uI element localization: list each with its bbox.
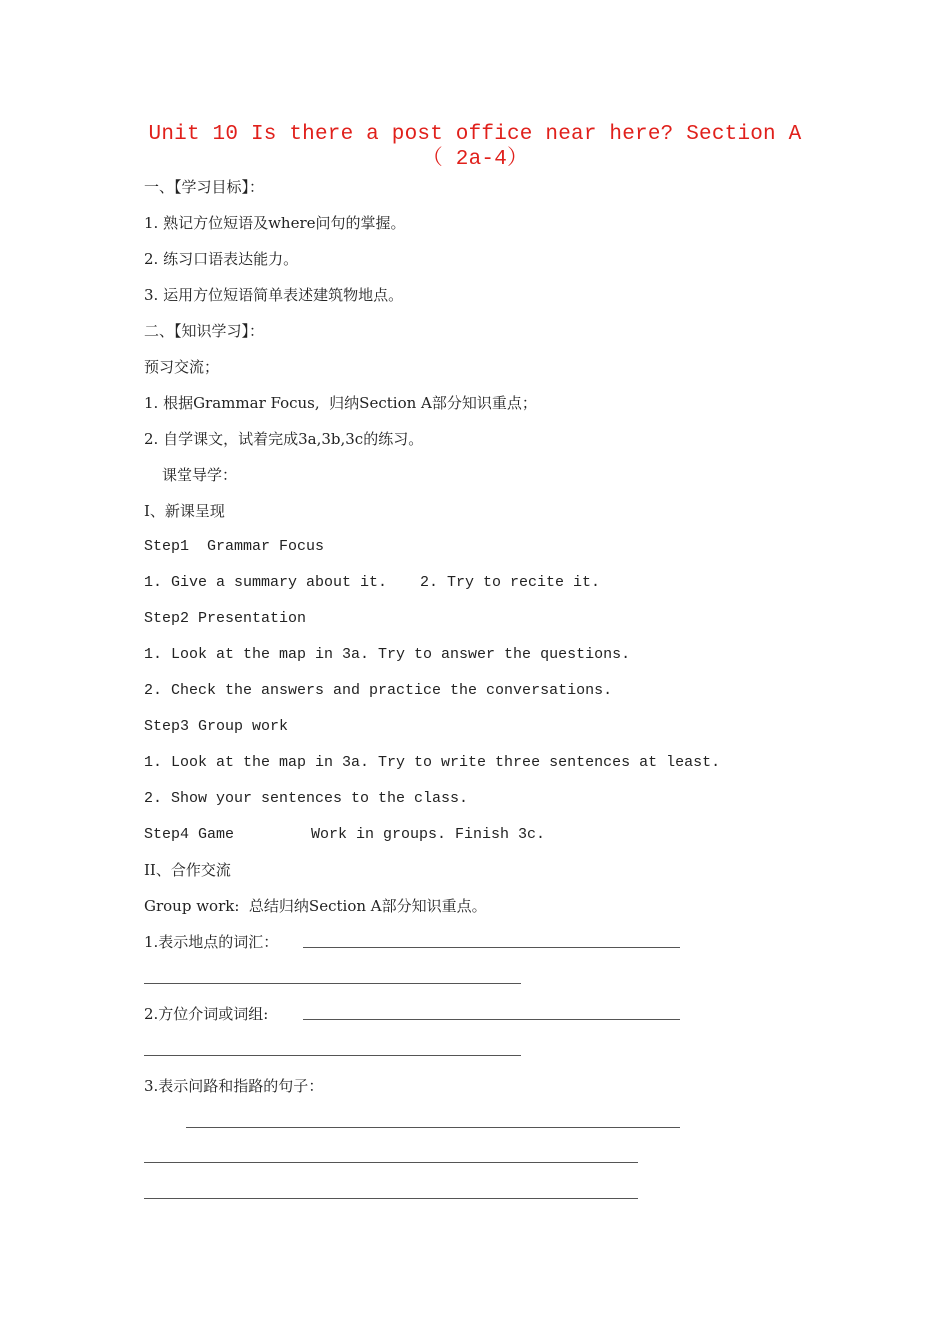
- goal-item: 3. 运用方位短语简单表述建筑物地点。: [144, 286, 404, 304]
- step1-task-b: 2. Try to recite it.: [420, 574, 601, 591]
- class-guide-heading: 课堂导学：: [162, 466, 238, 484]
- question-2-label: 2.方位介词或词组:: [144, 1005, 269, 1023]
- section-heading-goals: 一、【学习目标】：: [144, 178, 265, 196]
- answer-blank-3c[interactable]: [144, 1198, 638, 1199]
- answer-blank-3b[interactable]: [144, 1162, 638, 1163]
- preview-heading: 预习交流；: [144, 358, 220, 376]
- step2-item: 1. Look at the map in 3a. Try to answer the questions.: [144, 646, 631, 663]
- step3-item: 1. Look at the map in 3a. Try to write three sentences at least.: [144, 754, 721, 771]
- part2-heading: II、合作交流: [144, 861, 231, 879]
- preview-item: 2. 自学课文，试着完成3a,3b,3c的练习。: [144, 430, 424, 448]
- goal-item: 1. 熟记方位短语及where问句的掌握。: [144, 214, 406, 232]
- step1-task-a: 1. Give a summary about it.: [144, 574, 388, 591]
- step1-heading: Step1 Grammar Focus: [144, 538, 325, 555]
- step2-item: 2. Check the answers and practice the conversations.: [144, 682, 613, 699]
- step4-task: Work in groups. Finish 3c.: [311, 826, 546, 843]
- document-title: Unit 10 Is there a post office near here? Section A（ 2a-4）: [148, 123, 802, 171]
- answer-blank-1a[interactable]: [303, 947, 680, 948]
- answer-blank-2a[interactable]: [303, 1019, 680, 1020]
- answer-blank-2b[interactable]: [144, 1055, 521, 1056]
- step2-heading: Step2 Presentation: [144, 610, 307, 627]
- question-3-label: 3.表示问路和指路的句子：: [144, 1077, 324, 1095]
- answer-blank-1b[interactable]: [144, 983, 521, 984]
- preview-item: 1. 根据Grammar Focus, 归纳Section A部分知识重点；: [144, 394, 537, 412]
- answer-blank-3a[interactable]: [186, 1127, 680, 1128]
- part1-heading: I、新课呈现: [144, 502, 225, 520]
- step3-item: 2. Show your sentences to the class.: [144, 790, 469, 807]
- step3-heading: Step3 Group work: [144, 718, 289, 735]
- question-1-label: 1.表示地点的词汇：: [144, 933, 279, 951]
- goal-item: 2. 练习口语表达能力。: [144, 250, 299, 268]
- step4-heading: Step4 Game: [144, 826, 235, 843]
- group-work-line: Group work: 总结归纳Section A部分知识重点。: [144, 897, 487, 915]
- section-heading-knowledge: 二、【知识学习】：: [144, 322, 265, 340]
